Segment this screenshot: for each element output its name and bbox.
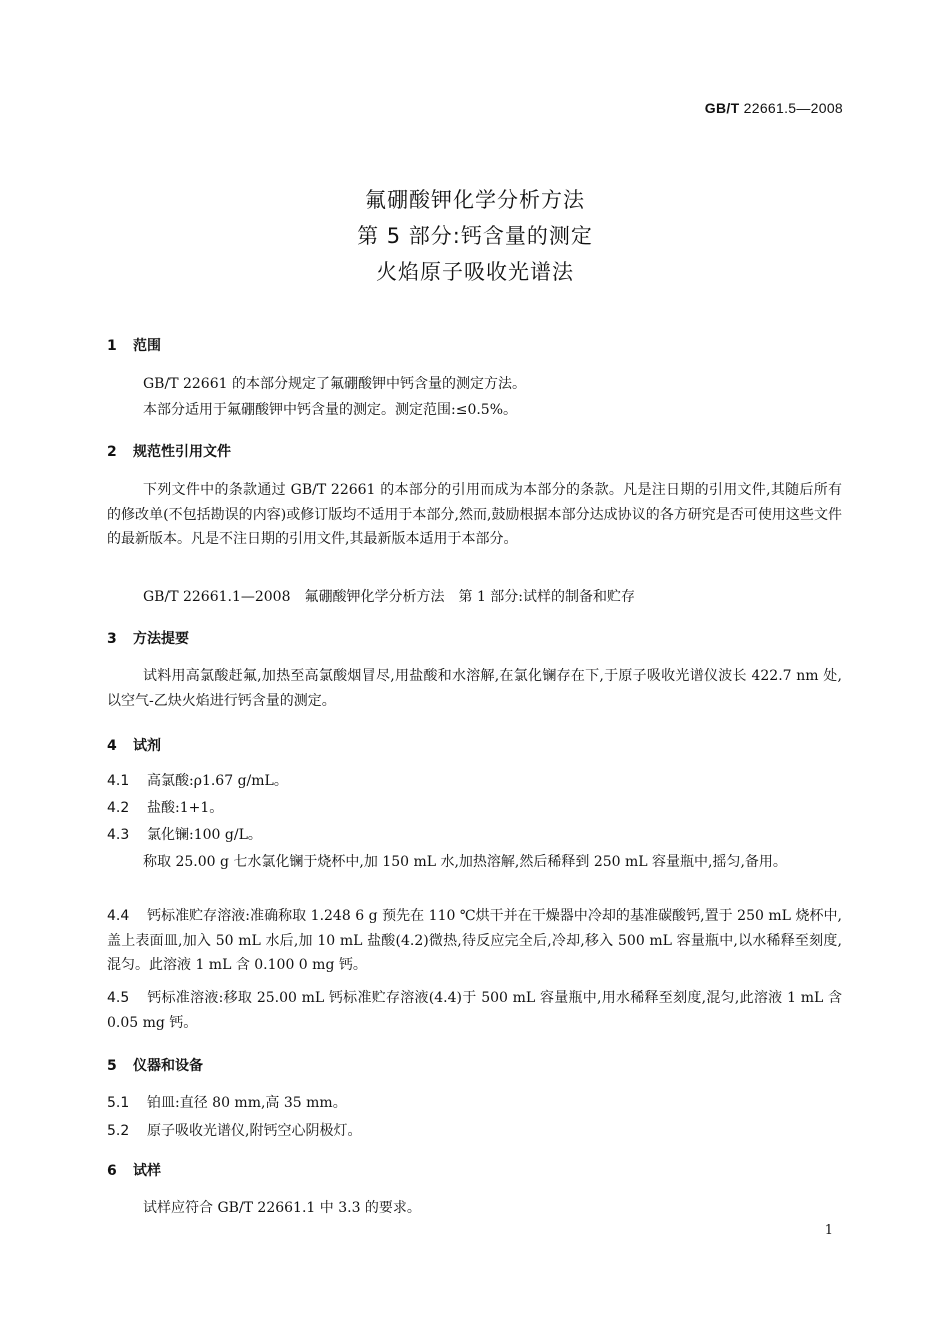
clause-number: 4.2 bbox=[107, 800, 130, 816]
section-heading-principle bbox=[107, 628, 189, 648]
clause-number: 4.4 bbox=[107, 908, 130, 924]
document-title-line3: 火焰原子吸收光谱法 bbox=[376, 260, 574, 284]
clause-number: 4.5 bbox=[107, 990, 130, 1006]
clause-text: 盐酸:1+1。 bbox=[147, 800, 224, 816]
clause-text: 氯化镧:100 g/L。 bbox=[147, 827, 262, 843]
section-number: 2 bbox=[107, 444, 117, 460]
reference-entry: GB/T 22661.1—2008 氟硼酸钾化学分析方法 第 1 部分:试样的制备和贮存 bbox=[143, 589, 636, 605]
section-title: 方法提要 bbox=[133, 631, 189, 647]
paragraph: 本部分适用于氟硼酸钾中钙含量的测定。测定范围:≤0.5%。 bbox=[143, 402, 518, 418]
clause-4-5 bbox=[107, 986, 842, 1035]
clause-text: 钙标准溶液:移取 25.00 mL 钙标准贮存溶液(4.4)于 500 mL 容量瓶中,用水稀释至刻度,混匀,此溶液 1 mL 含 0.05 mg 钙。 bbox=[107, 990, 842, 1031]
standard-code-prefix: GB/T bbox=[704, 100, 740, 116]
section-number: 6 bbox=[107, 1163, 117, 1179]
paragraph: GB/T 22661 的本部分规定了氟硼酸钾中钙含量的测定方法。 bbox=[143, 376, 526, 392]
section-title: 试剂 bbox=[133, 738, 161, 754]
paragraph: 下列文件中的条款通过 GB/T 22661 的本部分的引用而成为本部分的条款。凡是注日期的引用文件,其随后所有的修改单(不包括勘误的内容)或修订版均不适用于本部分,然而,鼓励根据本部分达成协议的各方研究是否可使用这些文件的最新版本。凡是不注日期的引用文件,其最新版本适用于本部分。 bbox=[107, 482, 842, 547]
section-title: 试样 bbox=[133, 1163, 161, 1179]
section-number: 3 bbox=[107, 631, 117, 647]
section-title: 仪器和设备 bbox=[133, 1058, 203, 1074]
section-heading-normative-references bbox=[107, 441, 231, 461]
clause-number: 5.2 bbox=[107, 1123, 130, 1139]
paragraph: 称取 25.00 g 七水氯化镧于烧杯中,加 150 mL 水,加热溶解,然后稀释到 250 mL 容量瓶中,摇匀,备用。 bbox=[143, 854, 787, 870]
clause-text: 原子吸收光谱仪,附钙空心阴极灯。 bbox=[147, 1123, 362, 1139]
document-title-line1: 氟硼酸钾化学分析方法 bbox=[365, 188, 585, 212]
clause-text: 铂皿:直径 80 mm,高 35 mm。 bbox=[147, 1095, 347, 1111]
section-heading-reagents bbox=[107, 735, 161, 755]
clause-number: 4.3 bbox=[107, 827, 130, 843]
clause-4-4 bbox=[107, 904, 842, 978]
section-title: 范围 bbox=[133, 338, 161, 354]
section-number: 4 bbox=[107, 738, 117, 754]
clause-4-3 bbox=[107, 823, 842, 848]
page-number: 1 bbox=[824, 1223, 833, 1238]
section-heading-scope bbox=[107, 335, 161, 355]
clause-4-2 bbox=[107, 796, 842, 821]
clause-5-1 bbox=[107, 1091, 842, 1116]
section-number: 1 bbox=[107, 338, 117, 354]
clause-number: 4.1 bbox=[107, 773, 130, 789]
section-heading-sample bbox=[107, 1160, 161, 1180]
clause-text: 钙标准贮存溶液:准确称取 1.248 6 g 预先在 110 ℃烘干并在干燥器中冷却的基准碳酸钙,置于 250 mL 烧杯中,盖上表面皿,加入 50 mL 水后,加 10 mL 盐酸(4.2)微热,待反应完全后,冷却,移入 500 mL 容量瓶中,以水稀释至刻度,混匀。此溶液 1 mL 含 0.100 0 mg 钙。 bbox=[107, 908, 842, 973]
section-number: 5 bbox=[107, 1058, 117, 1074]
paragraph: 试料用高氯酸赶氟,加热至高氯酸烟冒尽,用盐酸和水溶解,在氯化镧存在下,于原子吸收光谱仪波长 422.7 nm 处,以空气-乙炔火焰进行钙含量的测定。 bbox=[107, 668, 842, 709]
clause-number: 5.1 bbox=[107, 1095, 130, 1111]
document-title-line2: 第 5 部分:钙含量的测定 bbox=[357, 224, 593, 248]
clause-4-1 bbox=[107, 769, 842, 794]
standard-code bbox=[705, 100, 843, 116]
section-title: 规范性引用文件 bbox=[133, 444, 231, 460]
section-heading-apparatus bbox=[107, 1055, 203, 1075]
paragraph: 试样应符合 GB/T 22661.1 中 3.3 的要求。 bbox=[143, 1200, 421, 1216]
standard-code-number: 22661.5—2008 bbox=[743, 100, 843, 116]
clause-5-2 bbox=[107, 1119, 842, 1144]
clause-text: 高氯酸:ρ1.67 g/mL。 bbox=[147, 773, 288, 789]
